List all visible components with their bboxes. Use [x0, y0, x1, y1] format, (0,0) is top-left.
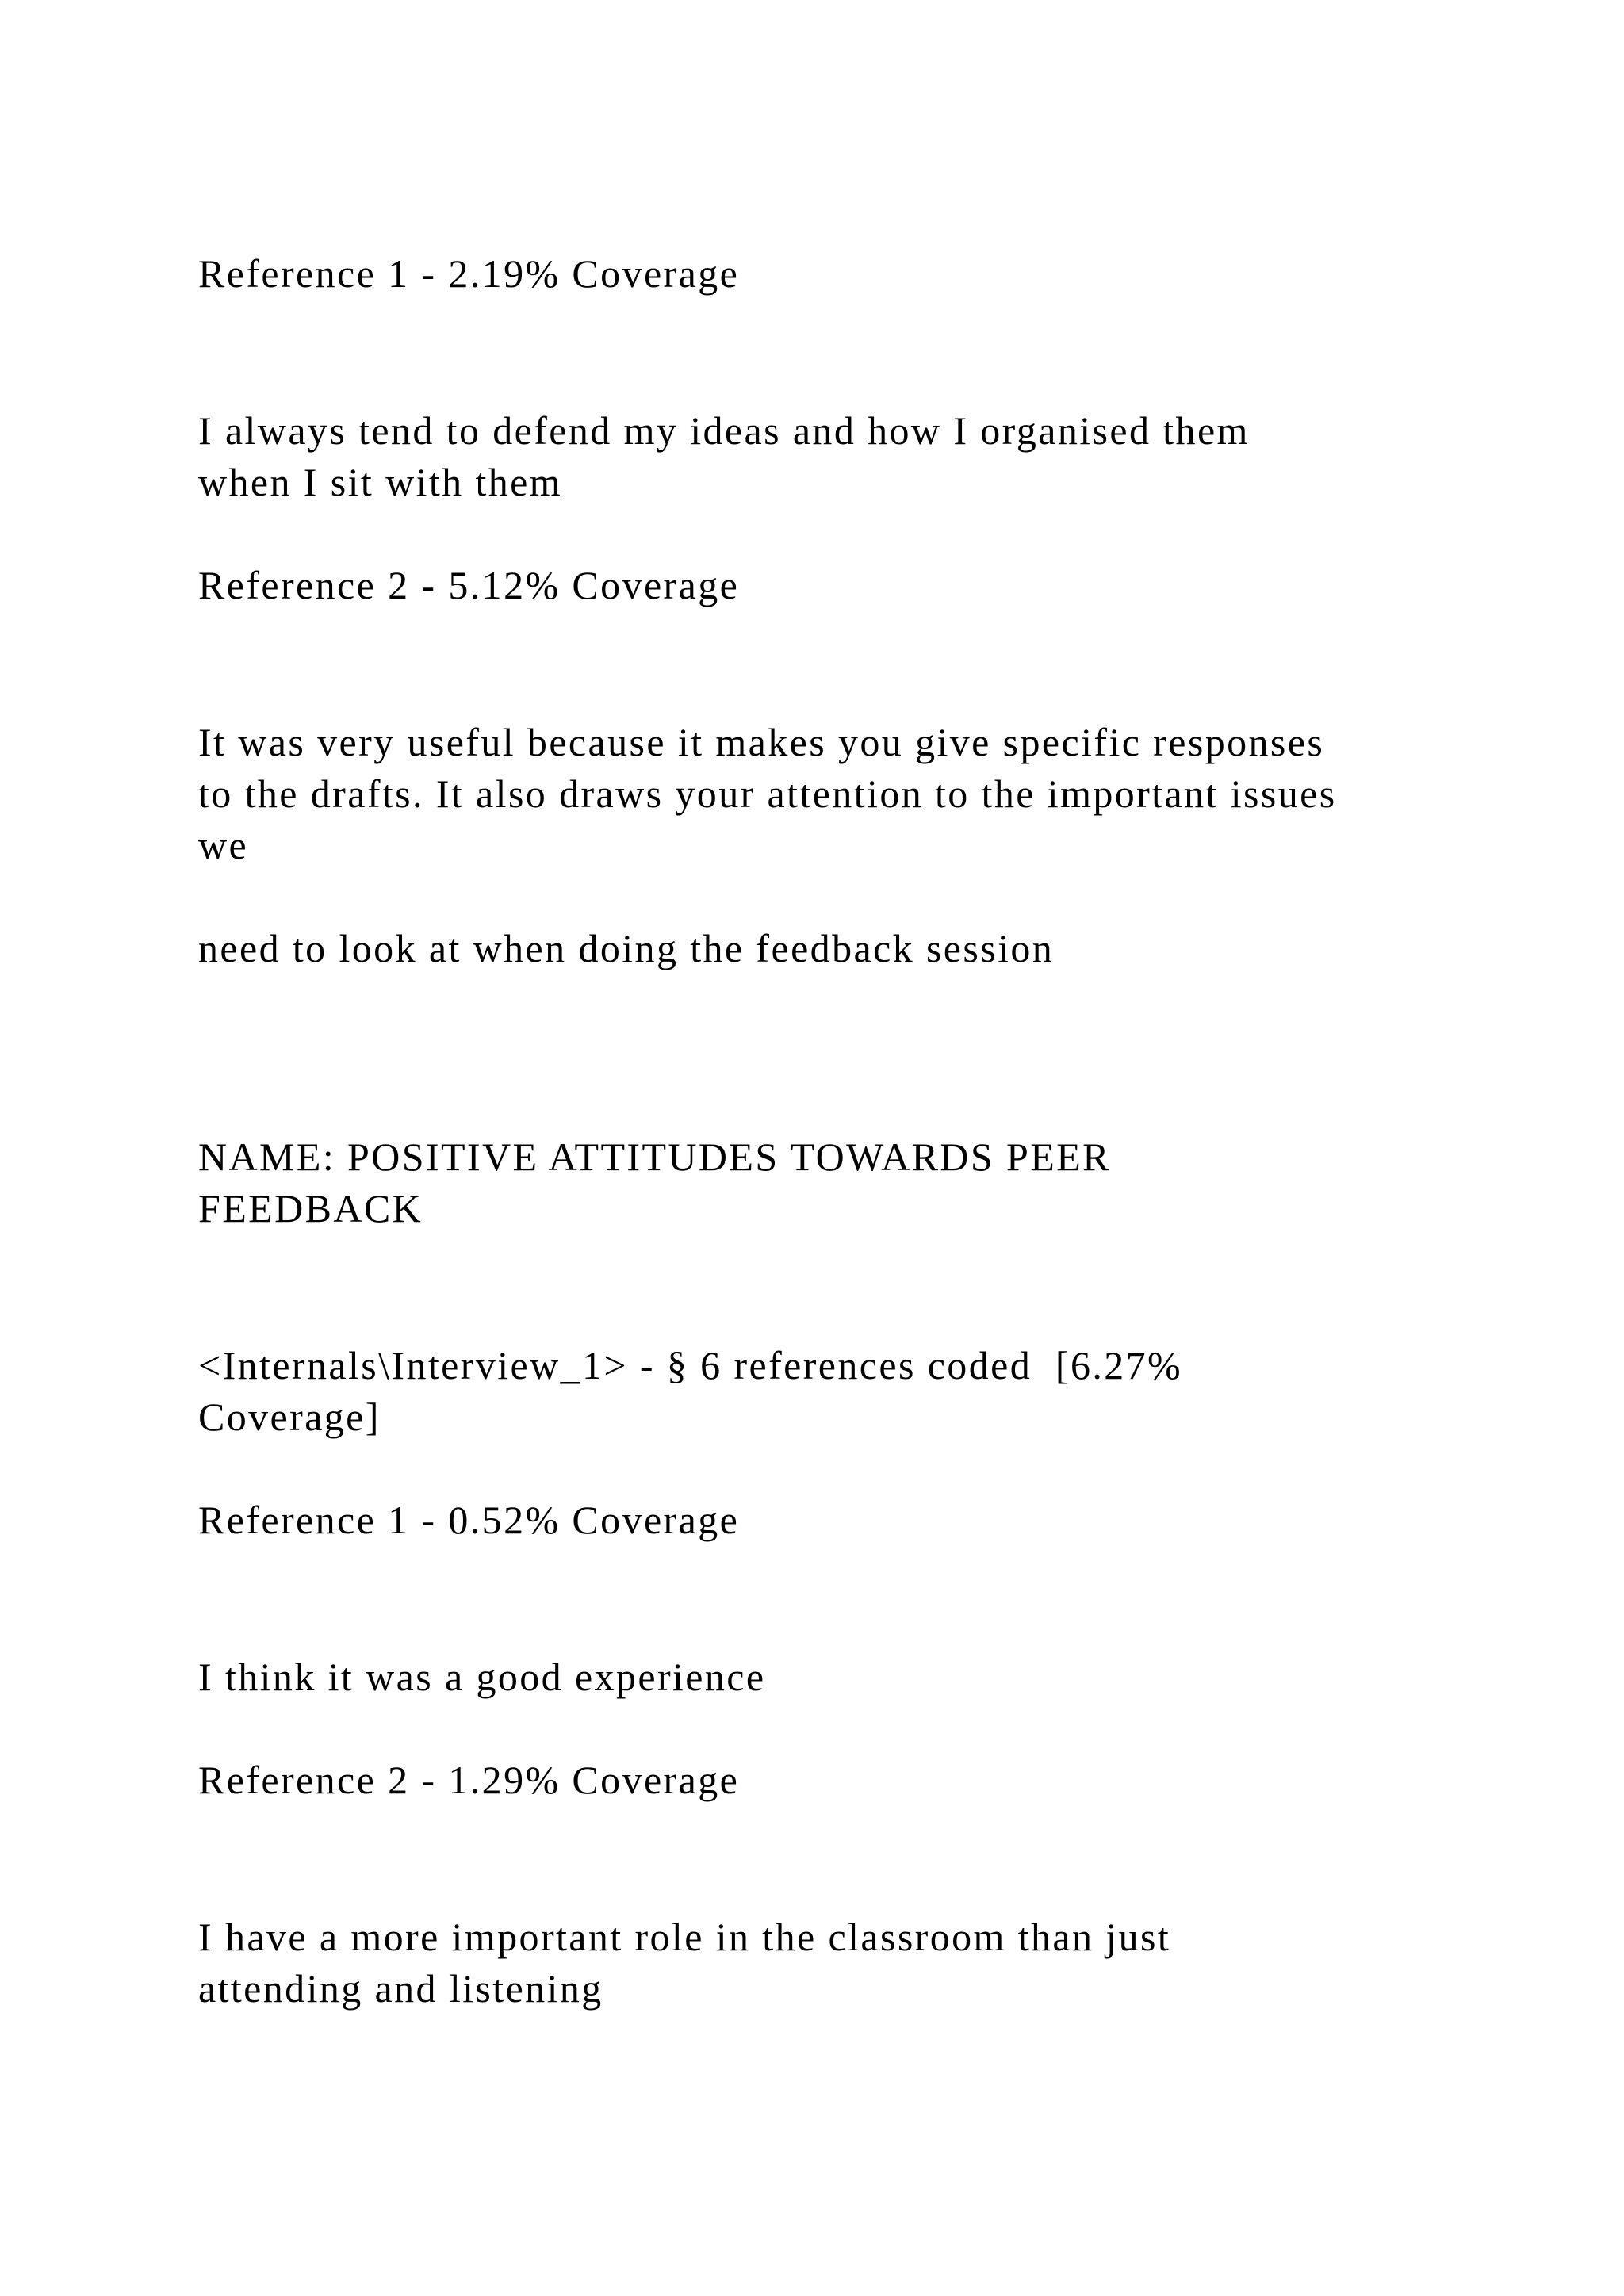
reference-heading: Reference 2 - 5.12% Coverage [198, 563, 740, 607]
source-reference: Coverage] [198, 1395, 381, 1439]
reference-heading: Reference 2 - 1.29% Coverage [198, 1758, 740, 1802]
quote-line: I think it was a good experience [198, 1655, 766, 1699]
quote-line: I always tend to defend my ideas and how I organised them [198, 408, 1250, 453]
quote-line: to the drafts. It also draws your attention to the important issues [198, 771, 1337, 816]
quote-line: I have a more important role in the classroom than just [198, 1915, 1171, 1959]
quote-line: attending and listening [198, 1966, 603, 2011]
quote-line: It was very useful because it makes you give specific responses [198, 720, 1325, 764]
quote-line: when I sit with them [198, 460, 563, 504]
reference-heading: Reference 1 - 2.19% Coverage [198, 251, 740, 296]
node-name: NAME: POSITIVE ATTITUDES TOWARDS PEER [198, 1135, 1111, 1179]
quote-line: we [198, 823, 249, 867]
reference-heading: Reference 1 - 0.52% Coverage [198, 1498, 740, 1542]
node-name: FEEDBACK [198, 1186, 423, 1230]
source-reference: <Internals\Interview_1> - § 6 references coded [6.27% [198, 1343, 1183, 1387]
quote-line: need to look at when doing the feedback session [198, 926, 1055, 970]
